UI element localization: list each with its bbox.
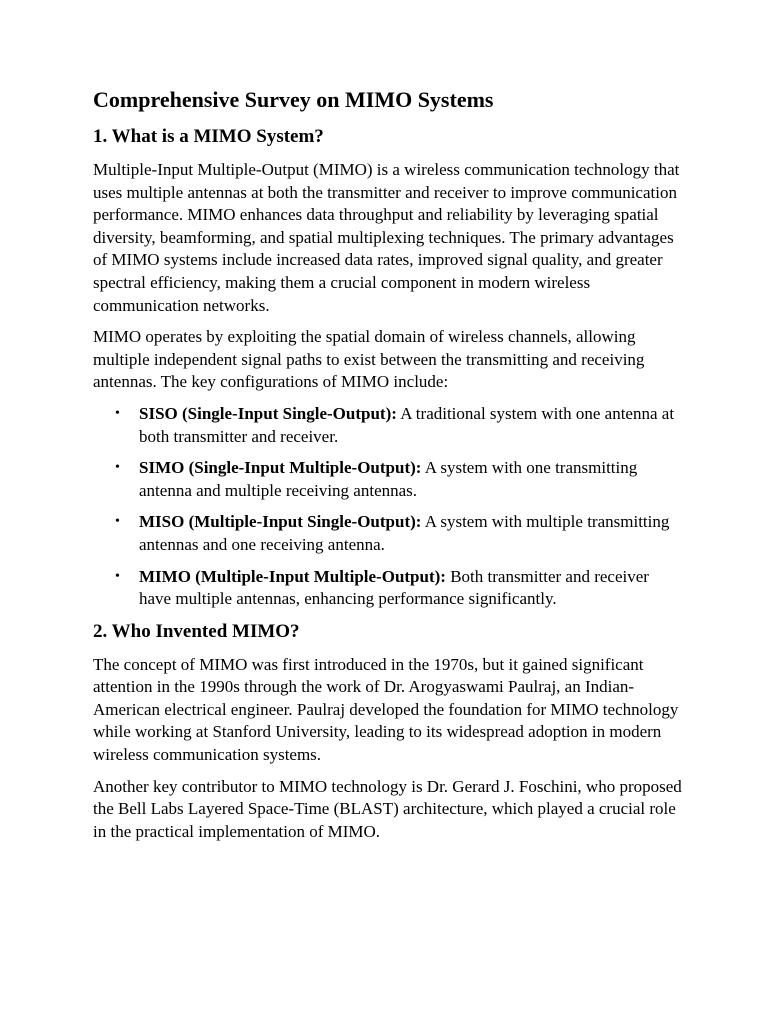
list-item xyxy=(93,403,683,448)
document-page xyxy=(93,86,683,852)
section-heading-who-invented-mimo: 2. Who Invented MIMO? xyxy=(93,620,300,642)
list-item xyxy=(93,511,683,556)
section-heading-what-is-mimo: 1. What is a MIMO System? xyxy=(93,126,324,147)
list-item-text: Both transmitter and receiver have multiple antennas, enhancing performance significantly. xyxy=(139,566,649,609)
paragraph: Another key contributor to MIMO technology is Dr. Gerard J. Foschini, who proposed the Bell Labs Layered Space-Time (BLAST) architecture, which played a crucial role in the practical implementation of MIMO. xyxy=(93,776,682,841)
list-item-term: MIMO (Multiple-Input Multiple-Output): xyxy=(139,566,446,586)
list-item-text: A system with multiple transmitting antennas and one receiving antenna. xyxy=(139,512,670,554)
bullet-icon: • xyxy=(115,568,120,584)
paragraph: MIMO operates by exploiting the spatial domain of wireless channels, allowing multiple independent signal paths to exist between the transmitting and receiving antennas. The key configurations of MIMO include: xyxy=(93,327,645,392)
paragraph: The concept of MIMO was first introduced in the 1970s, but it gained significant attention in the 1990s through the work of Dr. Arogyaswami Paulraj, an Indian-American electrical engineer. Paulraj developed the foundation for MIMO technology while working at Stanford University, leading to its widespread adoption in modern wireless communication systems. xyxy=(93,654,679,765)
list-item-text: A system with one transmitting antenna and multiple receiving antennas. xyxy=(139,458,638,500)
paragraph: Multiple-Input Multiple-Output (MIMO) is a wireless communication technology that uses multiple antennas at both the transmitter and receiver to improve communication performance. MIMO enhances data throughput and reliability by leveraging spatial diversity, beamforming, and spatial multiplexing techniques. The primary advantages of MIMO systems include increased data rates, improved signal quality, and greater spectral efficiency, making them a crucial component in modern wireless communication networks. xyxy=(93,160,680,315)
document-title: Comprehensive Survey on MIMO Systems xyxy=(93,87,494,112)
bullet-icon: • xyxy=(115,514,120,530)
configurations-list xyxy=(93,403,683,611)
list-item xyxy=(93,566,683,611)
list-item-term: MISO (Multiple-Input Single-Output): xyxy=(139,512,422,532)
list-item-term: SIMO (Single-Input Multiple-Output): xyxy=(139,458,422,478)
bullet-icon: • xyxy=(115,460,120,476)
list-item-term: SISO (Single-Input Single-Output): xyxy=(139,403,397,423)
bullet-icon: • xyxy=(115,405,120,421)
list-item xyxy=(93,457,683,502)
list-item-text: A traditional system with one antenna at both transmitter and receiver. xyxy=(139,403,675,446)
